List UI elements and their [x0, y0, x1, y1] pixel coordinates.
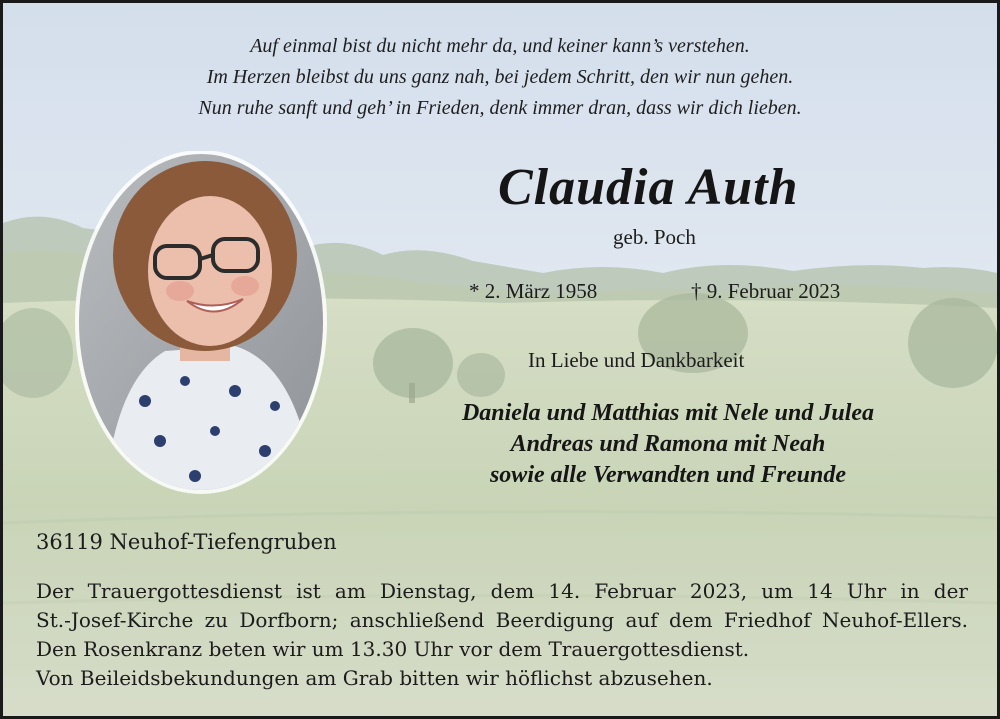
mourners-line: sowie alle Verwandten und Freunde — [489, 462, 847, 488]
service-line: Von Beileidsbekundungen am Grab bitten wir höflichst abzusehen. — [36, 666, 713, 690]
poem-line: Auf einmal bist du nicht mehr da, und keiner kann’s verstehen. — [250, 35, 750, 57]
poem — [3, 31, 997, 124]
portrait-photo — [75, 151, 327, 494]
service-info — [36, 577, 968, 693]
mourners-list — [398, 398, 938, 491]
maiden-name: geb. Poch — [613, 225, 696, 249]
poem-line: Nun ruhe sanft und geh’ in Frieden, denk immer dran, dass wir dich lieben. — [198, 97, 802, 119]
mourners-intro: In Liebe und Dankbarkeit — [528, 348, 745, 372]
death-date: † 9. Februar 2023 — [691, 279, 841, 303]
deceased-name: Claudia Auth — [498, 159, 799, 216]
service-line: St.-Josef-Kirche zu Dorfborn; anschließend Beerdigung auf dem Friedhof Neuhof-Ellers. — [36, 608, 968, 632]
address: 36119 Neuhof-Tiefengruben — [36, 530, 337, 554]
mourners-line: Daniela und Matthias mit Nele und Julea — [461, 400, 875, 426]
service-line: Der Trauergottesdienst ist am Dienstag, dem 14. Februar 2023, um 14 Uhr in der — [36, 579, 968, 603]
mourners-line: Andreas und Ramona mit Neah — [510, 431, 826, 457]
service-line: Den Rosenkranz beten wir um 13.30 Uhr vor dem Trauergottesdienst. — [36, 637, 750, 661]
poem-line: Im Herzen bleibst du uns ganz nah, bei jedem Schritt, den wir nun gehen. — [206, 66, 794, 88]
birth-date: * 2. März 1958 — [469, 279, 598, 303]
